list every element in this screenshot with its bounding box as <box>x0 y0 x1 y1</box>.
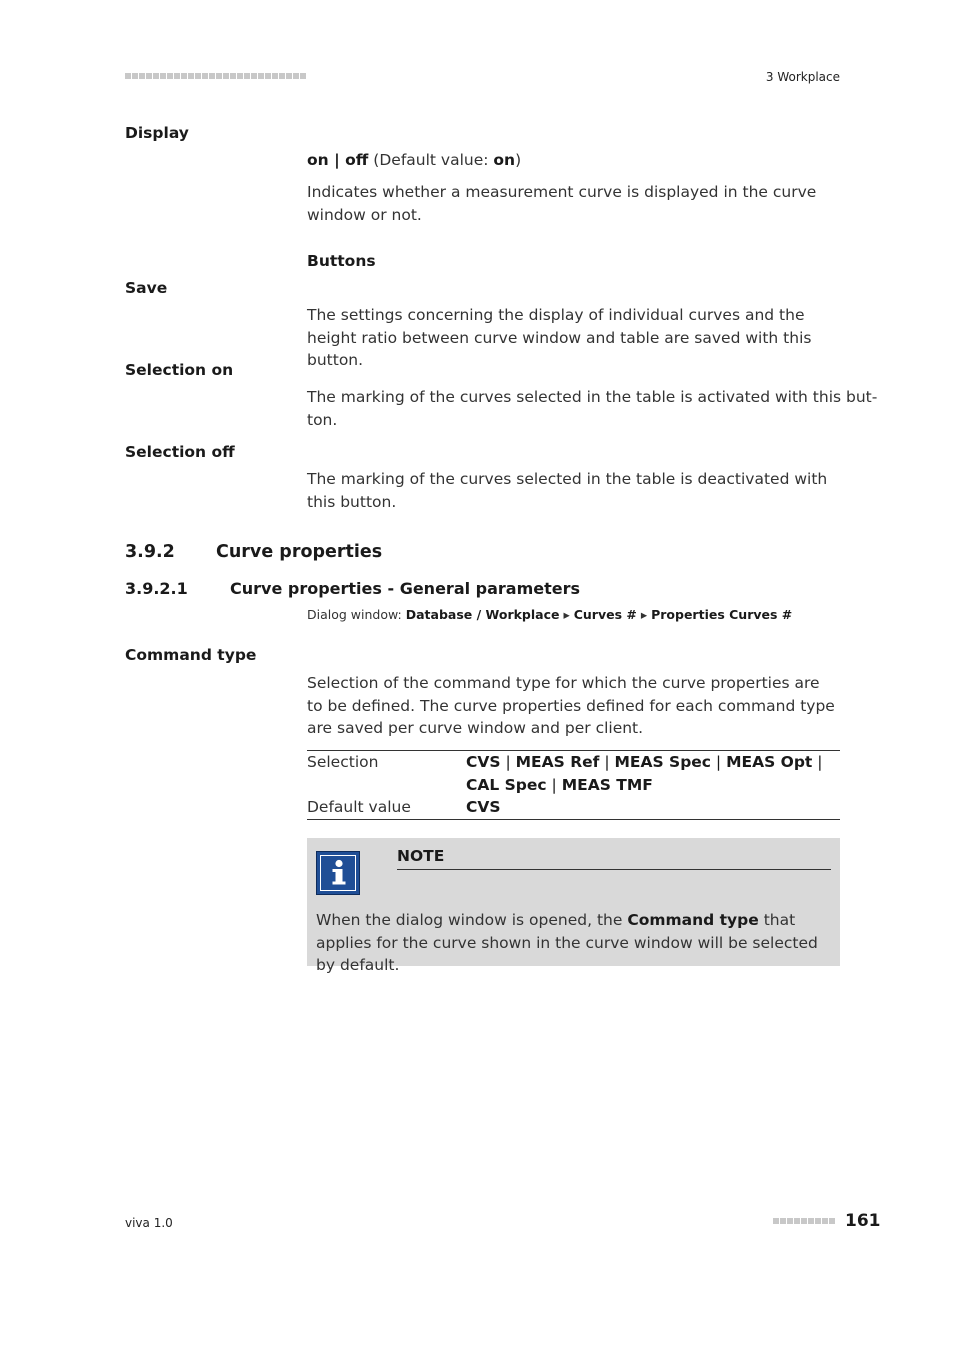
section-number: 3.9.2 <box>125 542 175 562</box>
option-separator: | <box>812 753 823 771</box>
note-title: NOTE <box>397 847 831 870</box>
save-description: The settings concerning the display of individual curves and the height ratio between curve window and table are saved with this button. <box>307 306 812 369</box>
option-on: on <box>307 151 329 169</box>
option-meas-opt: MEAS Opt <box>726 753 813 771</box>
parameter-table <box>307 750 840 820</box>
option-separator: | <box>711 753 727 771</box>
note-box <box>307 838 840 974</box>
option-cal-spec: CAL Spec <box>466 775 547 794</box>
footer-decoration <box>773 1218 835 1224</box>
selection-options <box>466 751 840 796</box>
buttons-heading: Buttons <box>307 252 376 270</box>
default-label: Default value <box>307 798 411 816</box>
note-text-after: that applies for the curve shown in the curve window will be selected by default. <box>316 911 818 974</box>
selection-label: Selection <box>307 753 379 771</box>
default-value-cell: CVS <box>466 798 501 816</box>
term-command-type: Command type <box>125 646 257 664</box>
default-value: on <box>493 151 516 169</box>
option-cvs: CVS <box>466 753 501 771</box>
option-off: off <box>345 151 369 169</box>
info-icon <box>316 851 360 895</box>
header-decoration <box>125 73 306 79</box>
subsection-number: 3.9.2.1 <box>125 579 188 598</box>
table-row-selection <box>307 751 840 796</box>
option-meas-tmf: MEAS TMF <box>561 775 653 794</box>
option-meas-ref: MEAS Ref <box>515 753 600 771</box>
display-description: Indicates whether a measurement curve is displayed in the curve window or not. <box>307 183 817 224</box>
option-separator: | <box>328 151 346 169</box>
term-display: Display <box>125 124 189 142</box>
default-prefix: (Default value: <box>368 151 494 169</box>
section-title: Curve properties <box>216 542 383 562</box>
command-type-description: Selection of the command type for which the curve properties are to be defined. The curve properties defined for each command type are saved per curve window and per client. <box>307 674 835 737</box>
note-text-before: When the dialog window is opened, the <box>316 911 628 929</box>
selection-on-line1: The marking of the curves selected in the table is activated with this but- <box>307 388 878 406</box>
page-number: 161 <box>845 1211 881 1231</box>
table-row-default <box>307 796 840 819</box>
display-options <box>307 149 840 172</box>
note-text <box>316 909 831 977</box>
selection-on-description <box>307 386 878 431</box>
footer-product: viva 1.0 <box>125 1216 173 1230</box>
selection-off-description: The marking of the curves selected in the table is deactivated with this button. <box>307 470 828 511</box>
default-suffix: ) <box>515 151 522 169</box>
subsection-title: Curve properties - General parameters <box>230 579 581 598</box>
option-separator: | <box>599 753 615 771</box>
option-separator: | <box>546 775 562 794</box>
header-chapter: 3 Workplace <box>765 70 840 84</box>
option-separator: | <box>500 753 516 771</box>
term-selection-off: Selection off <box>125 443 235 461</box>
dialog-path-part1: Database / Workplace <box>405 607 560 622</box>
dialog-path-prefix: Dialog window: <box>307 607 406 622</box>
arrow-icon: ▸ <box>559 607 574 622</box>
selection-on-line2: ton. <box>307 410 338 429</box>
dialog-path <box>307 607 792 622</box>
dialog-path-part3: Properties Curves # <box>651 607 793 622</box>
arrow-icon: ▸ <box>636 607 652 622</box>
note-text-bold: Command type <box>627 911 759 929</box>
option-meas-spec: MEAS Spec <box>614 753 711 771</box>
term-selection-on: Selection on <box>125 361 234 379</box>
dialog-path-part2: Curves # <box>573 607 637 622</box>
term-save: Save <box>125 279 168 297</box>
